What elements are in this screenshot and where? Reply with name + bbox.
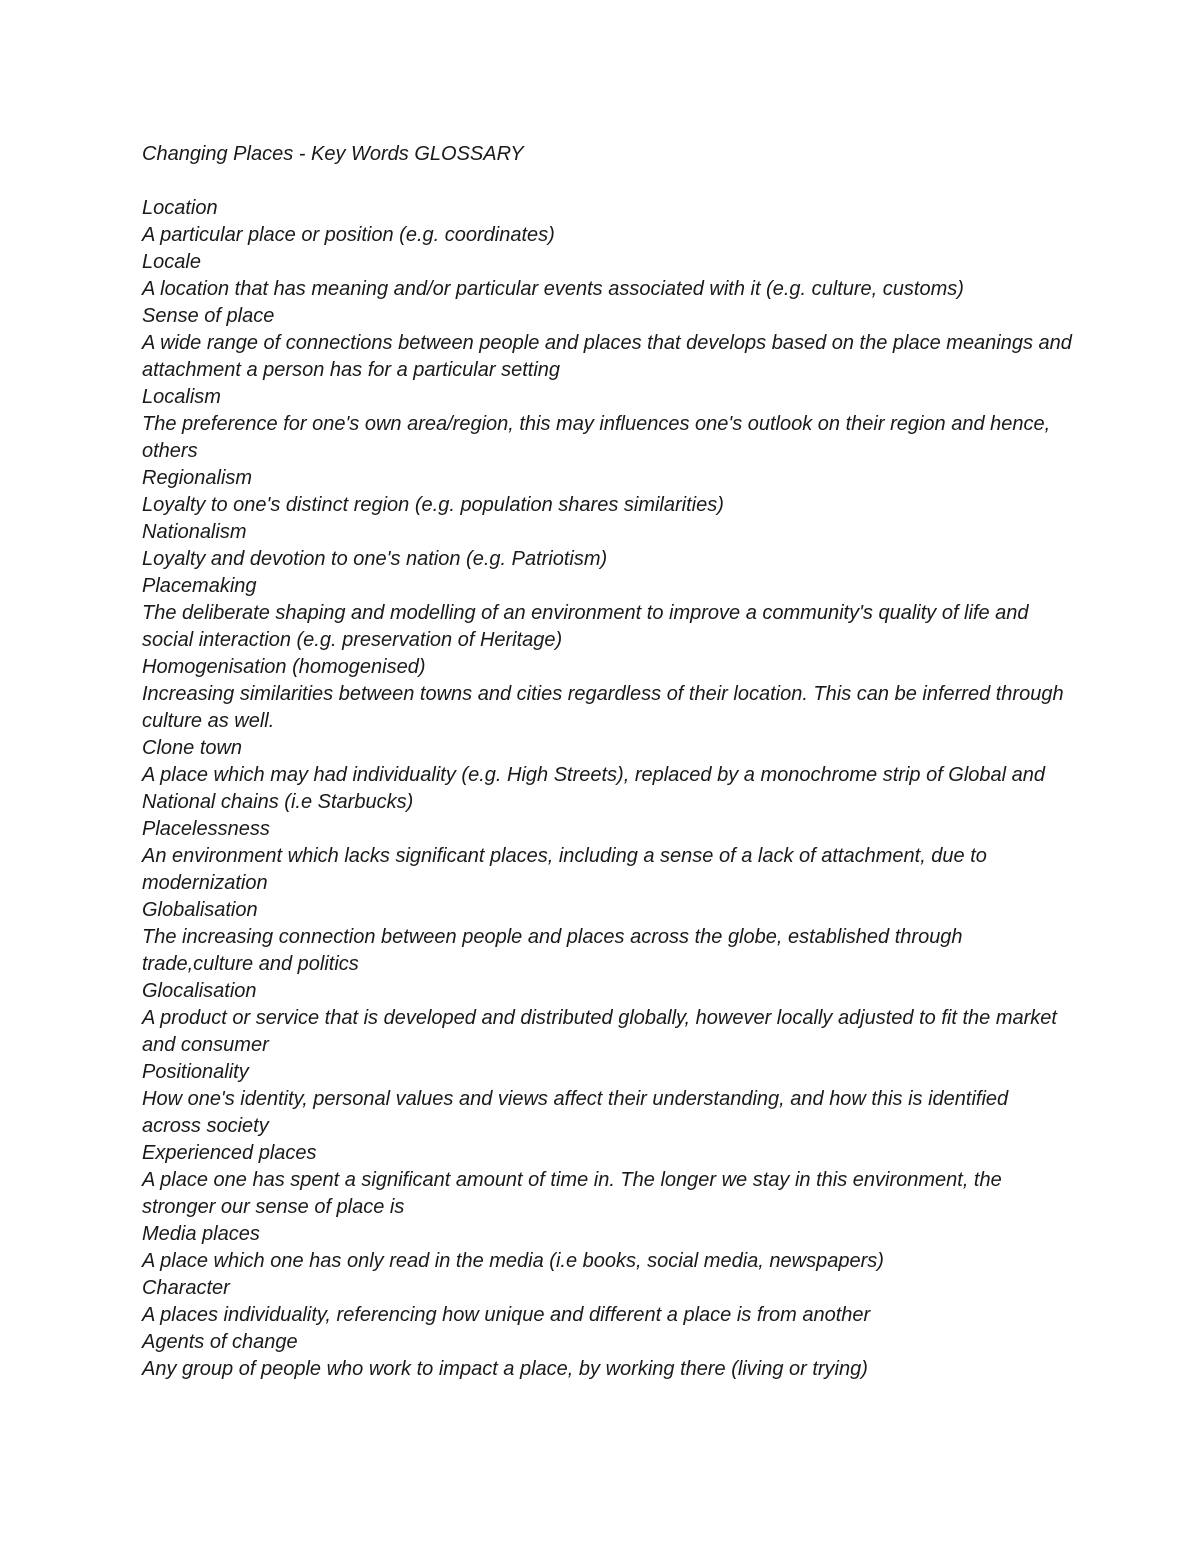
glossary-entry — [142, 1140, 1072, 1221]
glossary-term: Nationalism — [142, 521, 247, 543]
glossary-term: Media places — [142, 1223, 260, 1245]
glossary-term: Glocalisation — [142, 980, 257, 1002]
glossary-definition: A place which one has only read in the media (i.e books, social media, newspapers) — [142, 1250, 884, 1272]
glossary-entry — [142, 465, 1072, 519]
glossary-term: Homogenisation (homogenised) — [142, 656, 426, 678]
glossary-term: Clone town — [142, 737, 243, 759]
glossary-entry — [142, 384, 1072, 465]
glossary-definition: Loyalty to one's distinct region (e.g. population shares similarities) — [142, 494, 724, 516]
glossary-definition: Any group of people who work to impact a place, by working there (living or trying) — [142, 1358, 868, 1380]
glossary-entry — [142, 816, 1072, 897]
glossary-entry — [142, 1275, 1072, 1329]
glossary-definition: How one's identity, personal values and views affect their understanding, and how this is identified across society — [142, 1088, 1009, 1137]
glossary-definition: A wide range of connections between people and places that develops based on the place meanings and attachment a person has for a particular setting — [142, 332, 1072, 381]
glossary-term: Globalisation — [142, 899, 258, 921]
glossary-entry — [142, 1059, 1072, 1140]
glossary-definition: A product or service that is developed and distributed globally, however locally adjusted to fit the market and consumer — [142, 1007, 1057, 1056]
glossary-definition: Increasing similarities between towns and cities regardless of their location. This can be inferred through culture as well. — [142, 683, 1064, 732]
glossary-entry — [142, 1329, 1072, 1383]
glossary-entry — [142, 735, 1072, 816]
glossary-term: Regionalism — [142, 467, 253, 489]
glossary-definition: A location that has meaning and/or particular events associated with it (e.g. culture, customs) — [142, 278, 964, 300]
document-title: Changing Places - Key Words GLOSSARY — [142, 143, 524, 165]
glossary-entry — [142, 654, 1072, 735]
glossary-definition: A place which may had individuality (e.g. High Streets), replaced by a monochrome strip of Global and National chains (i.e Starbucks) — [142, 764, 1046, 813]
glossary-entry — [142, 303, 1072, 384]
glossary-entry — [142, 195, 1072, 249]
glossary-definition: A place one has spent a significant amount of time in. The longer we stay in this environment, the stronger our sense of place is — [142, 1169, 1002, 1218]
glossary-definition: The increasing connection between people and places across the globe, established through trade,culture and politics — [142, 926, 963, 975]
glossary-term: Experienced places — [142, 1142, 317, 1164]
glossary-entry — [142, 1221, 1072, 1275]
glossary-term: Agents of change — [142, 1331, 298, 1353]
glossary-term: Localism — [142, 386, 221, 408]
glossary-definition: The deliberate shaping and modelling of an environment to improve a community's quality of life and social interaction (e.g. preservation of Heritage) — [142, 602, 1029, 651]
glossary-term: Character — [142, 1277, 230, 1299]
glossary-list — [142, 195, 1072, 1383]
glossary-term: Placemaking — [142, 575, 257, 597]
glossary-definition: A particular place or position (e.g. coordinates) — [142, 224, 555, 246]
glossary-entry — [142, 897, 1072, 978]
glossary-term: Location — [142, 197, 218, 219]
glossary-term: Locale — [142, 251, 201, 273]
document-page — [142, 141, 1072, 1383]
glossary-term: Placelessness — [142, 818, 270, 840]
glossary-entry — [142, 573, 1072, 654]
glossary-entry — [142, 519, 1072, 573]
blank-line — [142, 168, 1072, 195]
glossary-term: Positionality — [142, 1061, 249, 1083]
glossary-term: Sense of place — [142, 305, 275, 327]
glossary-definition: An environment which lacks significant places, including a sense of a lack of attachment, due to modernization — [142, 845, 987, 894]
glossary-definition: A places individuality, referencing how unique and different a place is from another — [142, 1304, 871, 1326]
glossary-entry — [142, 978, 1072, 1059]
glossary-entry — [142, 249, 1072, 303]
glossary-definition: Loyalty and devotion to one's nation (e.g. Patriotism) — [142, 548, 608, 570]
glossary-definition: The preference for one's own area/region, this may influences one's outlook on their region and hence, others — [142, 413, 1051, 462]
